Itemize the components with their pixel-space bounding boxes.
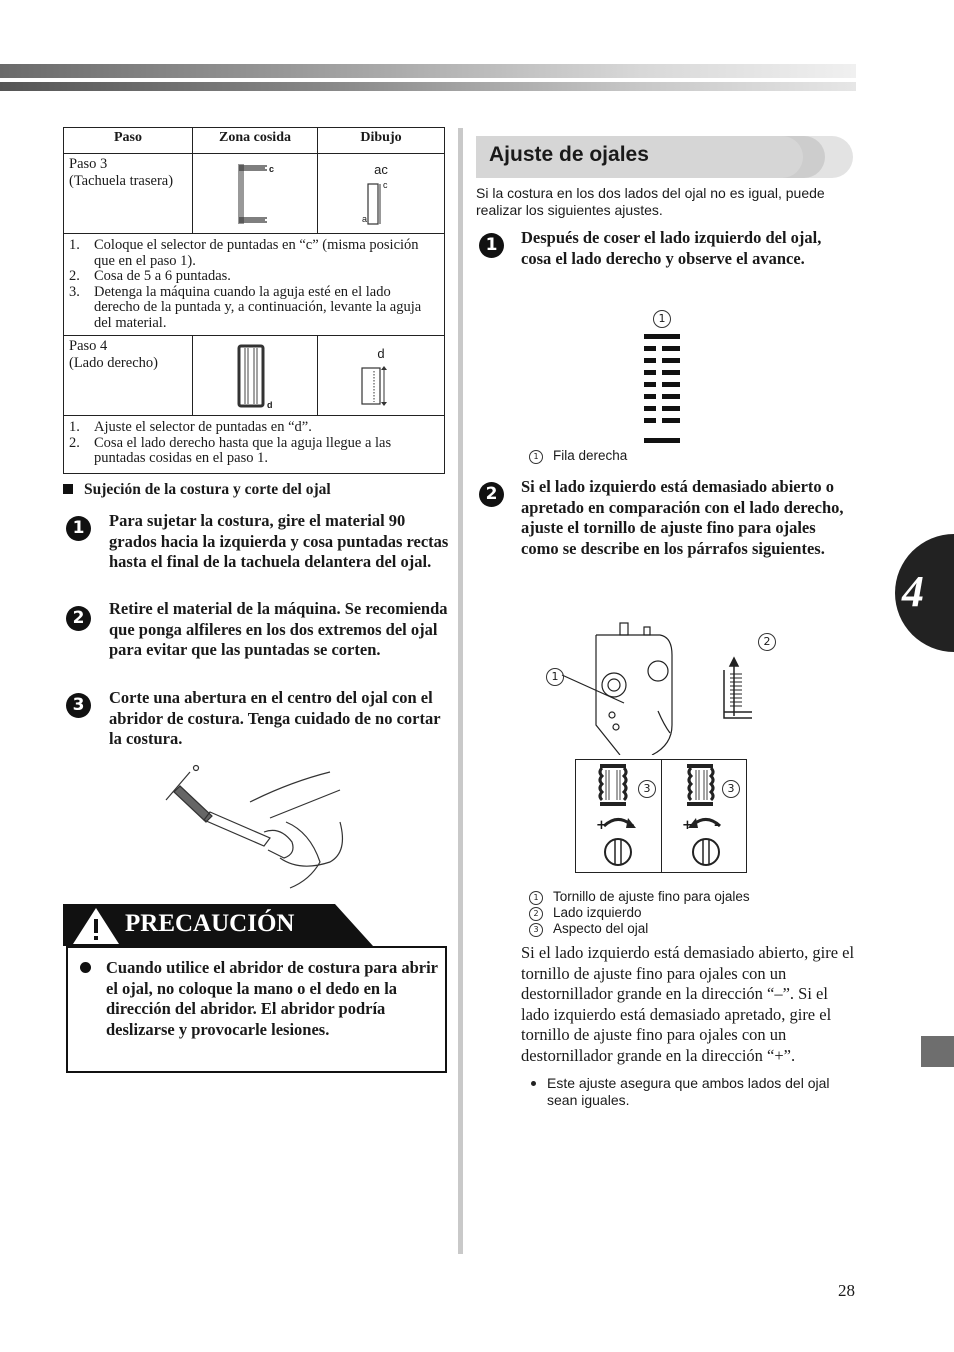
sign-minus-left: – — [628, 818, 635, 833]
step-number-2: 2 — [479, 482, 504, 507]
step4-instructions-cell — [64, 416, 445, 474]
sign-plus-left: + — [596, 818, 607, 833]
step3-sub: (Tachuela trasera) — [69, 173, 174, 189]
step4-instructions — [69, 420, 439, 467]
bullet-dot-icon — [531, 1081, 536, 1086]
step-number-1: 1 — [479, 233, 504, 258]
list-item: 1. Ajuste el selector de puntadas en “d”. — [69, 419, 312, 435]
left-side-stitch-icon — [718, 656, 758, 724]
section-title: Ajuste de ojales — [489, 143, 649, 166]
adjustment-body-text: Si el lado izquierdo está demasiado abierto, gire el tornillo de ajuste fino para ojales con un destornillador grande en la dirección “–”. Si el lado izquierdo está demasiado apretado, gire el tornillo de ajuste fino para ojales con un destornillador grande en la dirección “+”. — [521, 943, 855, 1065]
fig2-callout-3a: 3 — [638, 778, 656, 798]
caution-text: Cuando utilice el abridor de costura para abrir el ojal, no coloque la mano o el dedo en la dirección del abridor. El abridor podría deslizarse y provocarle lesiones. — [106, 958, 438, 1039]
right-row-stitch-icon — [640, 332, 686, 448]
step-number-1: 1 — [66, 516, 91, 541]
list-item: 1. Coloque el selector de puntadas en “c” (misma posición que en el paso 1). — [69, 237, 419, 269]
legend-item: 2 Lado izquierdo — [529, 905, 750, 921]
screw-plus-direction-icon — [676, 808, 736, 868]
screw-minus-direction-icon — [590, 808, 650, 868]
legend-item: 1 Tornillo de ajuste fino para ojales — [529, 889, 750, 905]
fig1-callout: 1 — [653, 308, 671, 328]
list-item: 2. Cosa el lado derecho hasta que la aguja llegue a las puntadas cosidas en el paso 1. — [69, 434, 392, 466]
tight-buttonhole-icon — [683, 762, 723, 810]
step3-sewn-cell — [193, 154, 318, 234]
legend-item: 3 Aspecto del ojal — [529, 921, 750, 937]
step4-name: Paso 4 — [69, 338, 108, 354]
step3-sewn-icon — [193, 154, 303, 230]
sign-minus-right: – — [714, 818, 721, 833]
step3-instructions-cell — [64, 234, 445, 336]
step4-diagram-label: d — [377, 346, 385, 361]
right-step-1: Después de coser el lado izquierdo del ojal, cosa el lado derecho y observe el avance. — [521, 228, 822, 268]
chapter-number: 4 — [902, 567, 924, 616]
fig1-caption: 1 Fila derecha — [529, 447, 627, 464]
step4-diagram-cell — [318, 336, 445, 416]
loose-buttonhole-icon — [596, 762, 636, 810]
caution-title: PRECAUCIÓN — [125, 910, 295, 937]
step3-diagram-label: ac — [374, 162, 388, 177]
left-step-1: Para sujetar la costura, gire el material 90 grados hacia la izquierda y cosa puntadas rectas hasta el final de la tachuela delantera del ojal. — [109, 511, 449, 571]
buttonhole-steps-table — [63, 127, 445, 474]
fig2-callout-1: 1 — [546, 666, 564, 686]
step3-label-c: c — [269, 164, 275, 174]
square-bullet-icon — [63, 484, 73, 494]
sign-plus-right: + — [682, 818, 693, 833]
caution-bullet-icon — [80, 962, 91, 973]
step3-diagram-a: a — [362, 214, 368, 224]
step3-diagram-cell — [318, 154, 445, 234]
fig2-callout-2: 2 — [758, 631, 776, 651]
right-step-2: Si el lado izquierdo está demasiado abierto o apretado en comparación con el lado derecho, ajuste el tornillo de ajuste fino para ojales como se describe en los párrafos siguientes. — [521, 477, 844, 558]
step3-diagram-c: c — [383, 180, 388, 190]
step4-label-d: d — [267, 400, 273, 410]
bullet-note: Este ajuste asegura que ambos lados del ojal sean iguales. — [547, 1075, 830, 1108]
step4-sewn-cell — [193, 336, 318, 416]
column-divider — [458, 128, 463, 1254]
step4-sub: (Lado derecho) — [69, 355, 158, 371]
step4-sewn-icon — [193, 336, 303, 414]
page-number: 28 — [838, 1281, 855, 1300]
list-item: 3. Detenga la máquina cuando la aguja esté en el lado derecho de la puntada y, a continuación, levante la aguja del material. — [69, 283, 422, 331]
step3-diagram-icon — [318, 178, 428, 234]
intro-text: Si la costura en los dos lados del ojal no es igual, puede realizar los siguientes ajustes. — [476, 185, 825, 218]
header-bars — [0, 64, 856, 92]
figure-legend — [529, 889, 750, 937]
seam-ripper-illustration — [160, 762, 350, 892]
side-index-marker — [921, 1036, 954, 1067]
left-step-2: Retire el material de la máquina. Se recomienda que ponga alfileres en los dos extremos del ojal para evitar que las puntadas se corten. — [109, 599, 448, 659]
table-header-paso: Paso — [64, 128, 193, 154]
step3-cell — [64, 154, 193, 234]
table-header-zona: Zona cosida — [193, 128, 318, 154]
list-item: 2. Cosa de 5 a 6 puntadas. — [69, 268, 231, 284]
step-number-3: 3 — [66, 693, 91, 718]
step4-diagram-icon — [318, 362, 428, 418]
step3-instructions — [69, 238, 439, 331]
step-number-2: 2 — [66, 606, 91, 631]
section-heading: Sujeción de la costura y corte del ojal — [63, 481, 331, 499]
step3-name: Paso 3 — [69, 156, 108, 172]
left-step-3: Corte una abertura en el centro del ojal con el abridor de costura. Tenga cuidado de no cortar la costura. — [109, 688, 441, 748]
fig2-callout-3b: 3 — [722, 778, 740, 798]
table-header-dibujo: Dibujo — [318, 128, 445, 154]
step4-cell — [64, 336, 193, 416]
